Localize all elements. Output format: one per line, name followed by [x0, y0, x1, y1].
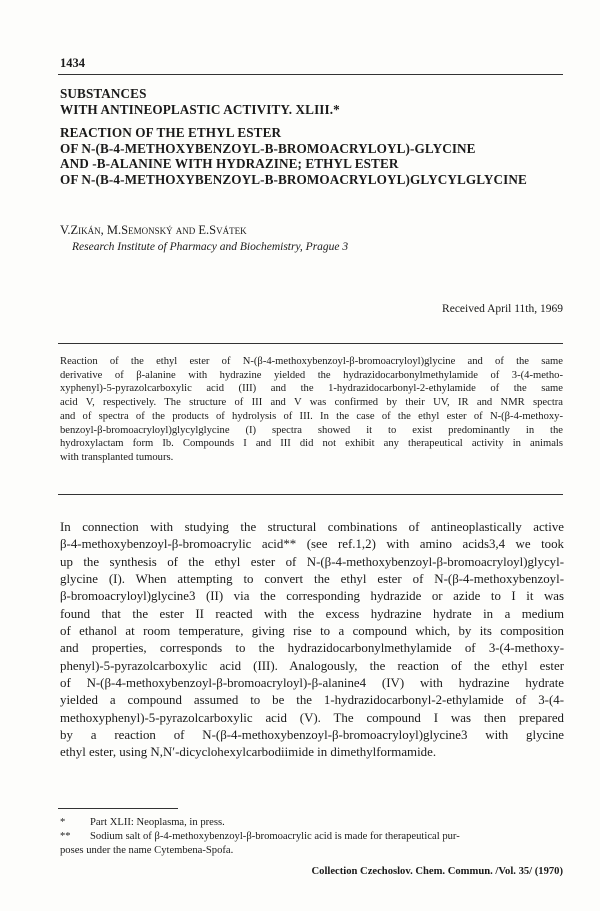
abstract: [60, 355, 563, 465]
body-line: β-bromoacryloyl)glycine3 (II) via the corresponding hydrazide or azide to I it was: [60, 589, 564, 604]
body-line: yielded a compound assumed to be the 1-hydrazidocarbonyl-2-ethylamide of 3-(4-: [60, 693, 564, 708]
received-date: Received April 11th, 1969: [442, 303, 563, 315]
abstract-line: xyphenyl)-5-pyrazolcarboxylic acid (III) and the 1-hydrazidocarbonyl-2-ethylamide of the same: [60, 383, 563, 395]
title-line: OF N-(Β-4-METHOXYBENZOYL-Β-BROMOACRYLOYL)-GLYCINE: [60, 140, 476, 156]
body-line: of ethanol at room temperature, giving rise to a compound which, by its composition: [60, 624, 564, 639]
body-line: glycine (I). When attempting to convert the ethyl ester of N-(β-4-methoxybenzoyl-: [60, 572, 564, 587]
footnote-continuation: poses under the name Cytembena-Spofa.: [60, 845, 234, 856]
footnote-text: Part XLII: Neoplasma, in press.: [90, 817, 225, 828]
body-text: [60, 519, 564, 762]
footnote-text: Sodium salt of β-4-methoxybenzoyl-β-bromoacrylic acid is made for therapeutical pur-: [90, 831, 460, 842]
abstract-line: and of spectra of the products of hydrolysis of III. In the case of the ethyl ester of N-(β-4-methoxy-: [60, 410, 563, 422]
body-line: methoxyphenyl)-5-pyrazolcarboxylic acid (V). The compound I was then prepared: [60, 710, 564, 725]
body-line: ethyl ester, using N,N′-dicyclohexylcarbodiimide in dimethylformamide.: [60, 745, 437, 760]
body-line: β-4-methoxybenzoyl-β-bromoacrylic acid** (see ref.1,2) with amino acids3,4 we took: [60, 537, 564, 552]
body-line: and properties, corresponds to the hydrazidocarbonylmethylamide of 3-(4-methoxy-: [60, 641, 564, 656]
header-rule: [58, 74, 563, 75]
title-line: AND -Β-ALANINE WITH HYDRAZINE; ETHYL ESTER: [60, 156, 399, 172]
abstract-line: hydroxylactam form Ib. Compounds I and III did not exhibit any therapeutical activity in animals: [60, 438, 563, 450]
affiliation: Research Institute of Pharmacy and Biochemistry, Prague 3: [72, 241, 349, 253]
footnote: [60, 816, 563, 830]
body-line: by a reaction of N-(β-4-methoxybenzoyl-β-bromoacryloyl)glycine3 with glycine: [60, 728, 564, 743]
body-line: phenyl)-5-pyrazolcarboxylic acid (III). Analogously, the reaction of the ethyl ester: [60, 658, 564, 673]
abstract-top-rule: [58, 343, 563, 344]
article-title: [60, 86, 565, 188]
footnote-mark: *: [60, 817, 66, 828]
abstract-line: benzoyl-β-bromoacryloyl)glycylglycine (I) spectra showed it to exist predominantly in the: [60, 424, 563, 436]
body-line: In connection with studying the structural combinations of antineoplastically active: [60, 520, 564, 534]
title-line: OF N-(Β-4-METHOXYBENZOYL-Β-BROMOACRYLOYL)GLYCYLGLYCINE: [60, 171, 527, 187]
abstract-line: Reaction of the ethyl ester of N-(β-4-methoxybenzoyl-β-bromoacryloyl)glycine and of the same: [60, 356, 563, 367]
footnote-rule: [58, 808, 178, 809]
abstract-line: acid V, respectively. The structure of III and V was confirmed by their UV, IR and NMR spectra: [60, 397, 563, 409]
body-line: found that the ester II reacted with the excess hydrazine hydrate in a medium: [60, 606, 564, 621]
page-number: 1434: [60, 56, 85, 70]
title-line: SUBSTANCES: [60, 86, 147, 101]
title-line: WITH ANTINEOPLASTIC ACTIVITY. XLIII.*: [60, 101, 340, 117]
title-line: REACTION OF THE ETHYL ESTER: [60, 125, 282, 141]
footnotes: [60, 816, 563, 858]
footnote: [60, 830, 563, 844]
journal-footer: Collection Czechoslov. Chem. Commun. /Vol. 35/ (1970): [311, 866, 563, 877]
footnote-mark: **: [60, 831, 71, 842]
authors: V.Zikán, M.Semonský and E.Svátek: [60, 223, 247, 237]
body-line: of N-(β-4-methoxybenzoyl-β-bromoacryloyl)-β-alanine4 (IV) with hydrazine hydrate: [60, 676, 564, 691]
abstract-line: derivative of β-alanine with hydrazine yielded the hydrazidocarbonylmethylamide of 3-(4-metho-: [60, 369, 563, 381]
body-line: up the synthesis of the ethyl ester of N-(β-4-methoxybenzoyl-β-bromoacryloyl)glycyl-: [60, 554, 564, 569]
abstract-bottom-rule: [58, 494, 563, 495]
abstract-line: with transplanted tumours.: [60, 451, 174, 463]
